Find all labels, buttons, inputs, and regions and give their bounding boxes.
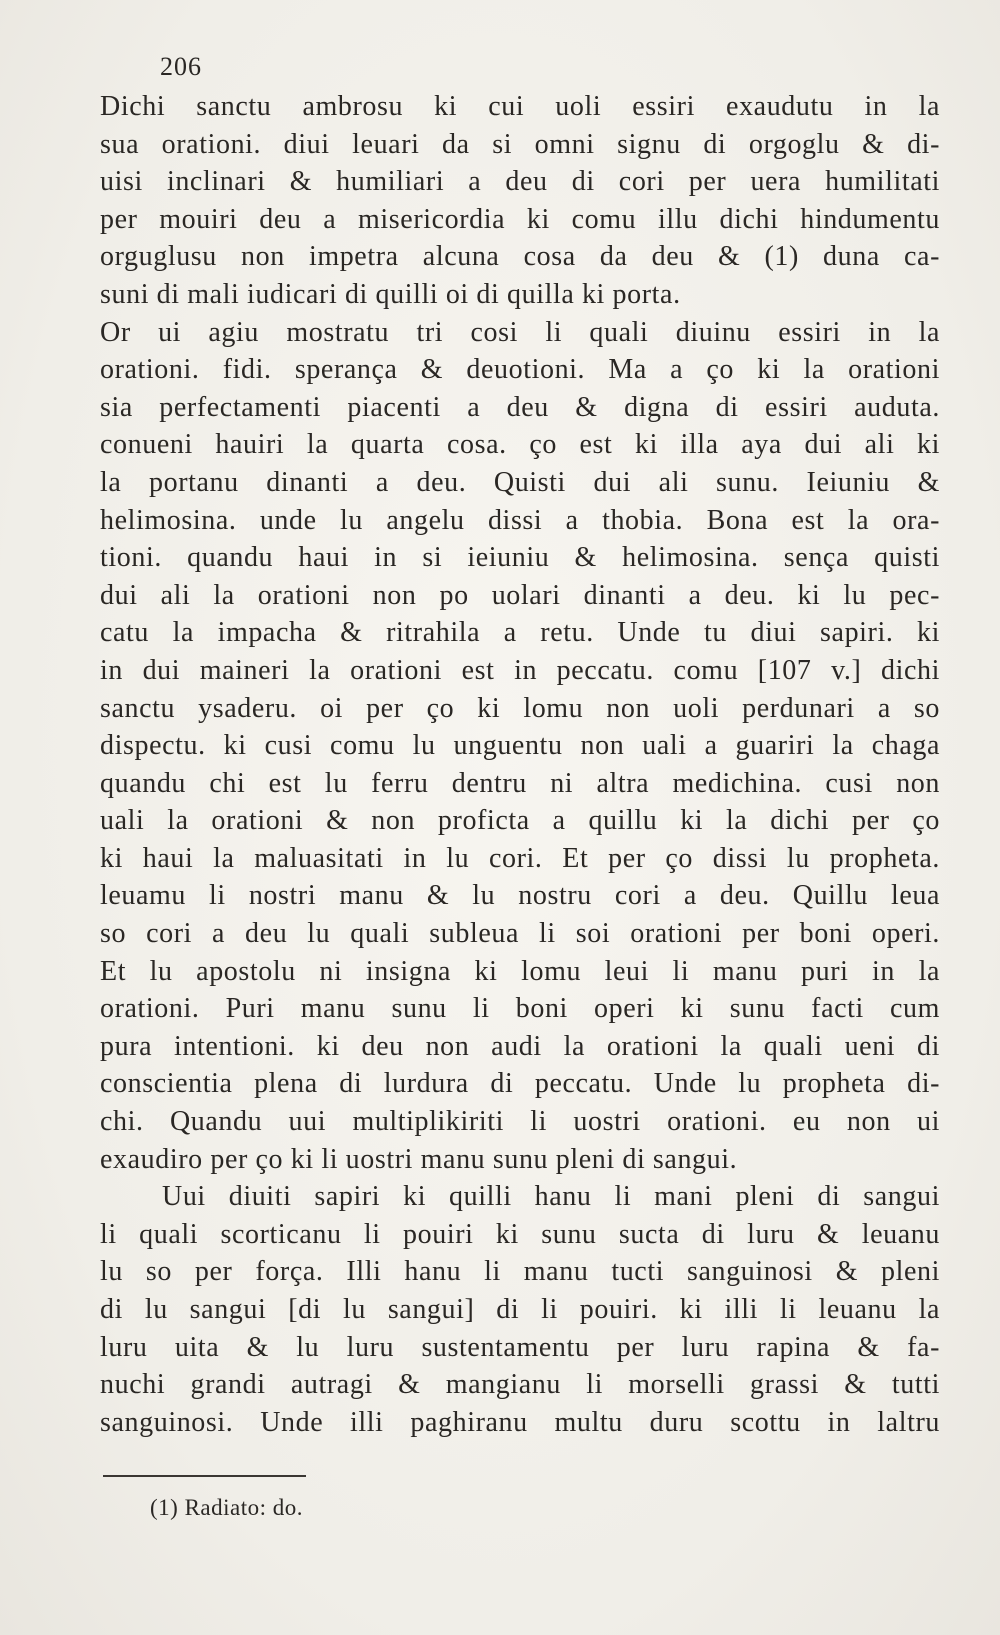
text-line: Uui diuiti sapiri ki quilli hanu li mani pleni di sangui (162, 1181, 940, 1213)
text-line: nuchi grandi autragi & mangianu li morselli grassi & tutti (100, 1369, 940, 1401)
text-line: leuamu li nostri manu & lu nostru cori a deu. Quillu leua (100, 880, 940, 912)
text-line: in dui maineri la orationi est in peccatu. comu [107 v.] dichi (100, 654, 940, 686)
text-line: orationi. Puri manu sunu li boni operi ki sunu facti cum (100, 993, 940, 1025)
text-line: suni di mali iudicari di quilli oi di quilla ki porta. (100, 278, 681, 310)
text-line: conueni hauiri la quarta cosa. ço est ki illa aya dui ali ki (100, 429, 940, 461)
text-line: uisi inclinari & humiliari a deu di cori per uera humilitati (100, 166, 940, 198)
text-line: dispectu. ki cusi comu lu unguentu non uali a guariri la chaga (100, 730, 940, 762)
text-line: conscientia plena di lurdura di peccatu. Unde lu propheta di- (100, 1068, 940, 1100)
text-line: Et lu apostolu ni insigna ki lomu leui li manu puri in la (100, 955, 940, 987)
text-line: helimosina. unde lu angelu dissi a thobia. Bona est la ora- (100, 504, 940, 536)
text-line: so cori a deu lu quali subleua li soi orationi per boni operi. (100, 918, 940, 950)
text-line: lu so per força. Illi hanu li manu tucti sanguinosi & pleni (100, 1256, 940, 1288)
text-line: tioni. quandu haui in si ieiuniu & helimosina. sença quisti (100, 542, 940, 574)
text-line: la portanu dinanti a deu. Quisti dui ali sunu. Ieiuniu & (100, 466, 940, 498)
text-line: di lu sangui [di lu sangui] di li pouiri. ki illi li leuanu la (100, 1294, 940, 1325)
text-line: sia perfectamenti piacenti a deu & digna di essiri auduta. (100, 391, 940, 423)
text-line: chi. Quandu uui multiplikiriti li uostri orationi. eu non ui (100, 1106, 940, 1138)
text-line: Dichi sanctu ambrosu ki cui uoli essiri exaudutu in la (100, 91, 940, 122)
text-line: li quali scorticanu li pouiri ki sunu sucta di luru & leuanu (100, 1218, 940, 1250)
footnote-divider (103, 1475, 306, 1477)
text-line: exaudiro per ço ki li uostri manu sunu pleni di sangui. (100, 1143, 738, 1175)
text-line: dui ali la orationi non po uolari dinanti a deu. ki lu pec- (100, 579, 940, 611)
footnote: (1) Radiato: do. (150, 1495, 303, 1520)
text-line: catu la impacha & ritrahila a retu. Unde tu diui sapiri. ki (100, 617, 940, 649)
text-line: luru uita & lu luru sustentamentu per luru rapina & fa- (100, 1331, 940, 1363)
text-line: sanguinosi. Unde illi paghiranu multu duru scottu in laltru (100, 1406, 940, 1438)
body-text (100, 88, 940, 1441)
text-line: ki haui la maluasitati in lu cori. Et per ço dissi lu propheta. (100, 842, 940, 874)
text-line: sanctu ysaderu. oi per ço ki lomu non uoli perdunari a so (100, 692, 940, 724)
text-line: orationi. fidi. sperança & deuotioni. Ma a ço ki la orationi (100, 354, 940, 386)
page-number: 206 (160, 52, 202, 81)
text-line: per mouiri deu a misericordia ki comu illu dichi hindumentu (100, 203, 940, 235)
text-line: sua orationi. diui leuari da si omni signu di orgoglu & di- (100, 128, 940, 160)
text-line: uali la orationi & non proficta a quillu ki la dichi per ço (100, 805, 940, 837)
text-line: quandu chi est lu ferru dentru ni altra medichina. cusi non (100, 767, 940, 799)
text-line: orguglusu non impetra alcuna cosa da deu & (1) duna ca- (100, 241, 940, 273)
text-line: pura intentioni. ki deu non audi la orationi la quali ueni di (100, 1030, 940, 1062)
text-line: Or ui agiu mostratu tri cosi li quali diuinu essiri in la (100, 316, 940, 348)
